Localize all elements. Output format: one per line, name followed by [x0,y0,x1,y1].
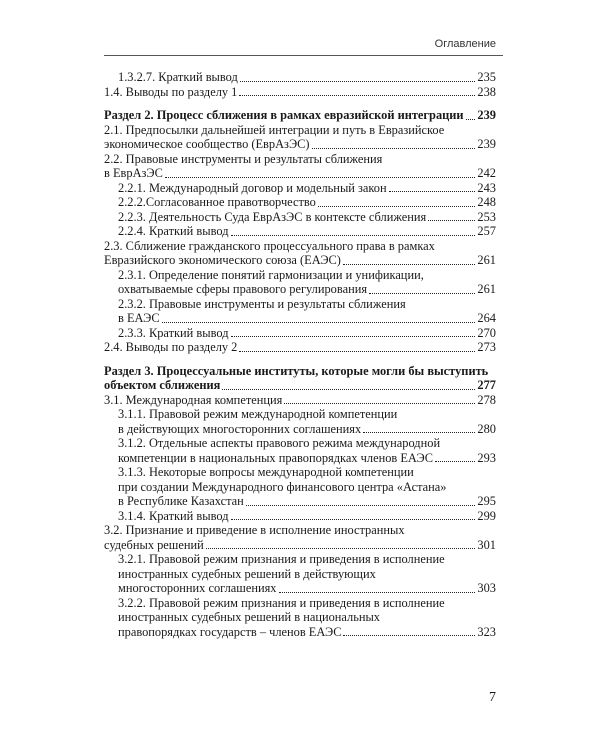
toc-entry-text: правопорядках государств – членов ЕАЭС [118,624,342,639]
toc-entry[interactable] [104,85,496,100]
running-header-title: Оглавление [434,38,496,50]
dot-leader [206,548,476,549]
toc-entry-text: 3.1.4. Краткий вывод [118,508,229,523]
toc-entry[interactable] [104,152,496,181]
toc-page-number: 242 [477,166,496,180]
toc-entry-text: охватываемые сферы правового регулирования [118,282,368,296]
toc-entry-text: в Республике Казахстан [118,494,244,508]
toc-page-number: 278 [477,392,496,407]
toc-entry-text: 3.2.2. Правовой режим признания и приведения в исполнение [118,595,445,610]
toc-entry-text: в ЕврАзЭС [104,166,163,180]
toc-page-number: 273 [477,340,496,354]
toc-entry[interactable] [104,509,496,524]
dot-leader [318,206,476,207]
toc-page-number: 293 [477,450,496,465]
toc-entry-text: экономическое сообщество (ЕврАзЭС) [104,137,310,151]
toc-entry-text: Раздел 3. Процессуальные институты, которые могли бы выступить [104,363,489,378]
toc-page-number: 301 [477,537,496,552]
toc-page-number: 299 [477,508,496,523]
toc-entry-text: 3.2. Признание и приведение в исполнение иностранных [104,523,405,537]
toc-entry-text: объектом сближения [104,378,221,392]
toc-entry[interactable] [104,195,496,210]
toc-entry-text: 2.2. Правовые инструменты и результаты сближения [104,151,383,166]
toc-entry-text: судебных решений [104,537,204,552]
dot-leader [343,264,475,265]
toc-entry[interactable] [104,326,496,341]
toc-entry-text: 3.1.2. Отдельные аспекты правового режима международной [118,436,441,450]
dot-leader [222,389,475,390]
dot-leader [239,95,475,96]
dot-leader [231,235,476,236]
dot-leader [284,403,475,404]
toc-entry[interactable] [104,70,496,85]
toc-entry-text: 2.3.3. Краткий вывод [118,325,229,340]
toc-entry-text: Евразийского экономического союза (ЕАЭС) [104,253,341,267]
toc-entry-text: 2.3.1. Определение понятий гармонизации и унификации, [118,267,424,282]
dot-leader [239,351,475,352]
toc-entry[interactable] [104,436,496,465]
toc-entry[interactable] [104,465,496,509]
dot-leader [369,293,475,294]
dot-leader [246,505,476,506]
toc-entry[interactable] [104,407,496,436]
toc-page-number: 243 [477,180,496,195]
toc-entry-text: 2.2.4. Краткий вывод [118,224,229,238]
toc-entry-text: в ЕАЭС [118,311,160,325]
toc-entry-text: 2.2.1. Международный договор и модельный закон [118,180,387,195]
dot-leader [279,592,476,593]
toc-entry-text: 1.4. Выводы по разделу 1 [104,84,238,99]
toc-entry[interactable] [104,523,496,552]
toc-entry-text: компетенции в национальных правопорядках членов ЕАЭС [118,450,433,465]
toc-entry-text: при создании Международного финансового центра «Астана» [118,479,447,494]
dot-leader [363,432,475,433]
toc-page-number: 239 [477,108,496,122]
toc-entry[interactable] [104,552,496,596]
toc-entry[interactable] [104,210,496,225]
toc-page-number: 277 [477,378,496,392]
dot-leader [231,336,476,337]
dot-leader [466,119,476,120]
toc-entry[interactable] [104,239,496,268]
toc-entry-text: 2.2.2.Согласованное правотворчество [118,195,316,209]
dot-leader [162,322,476,323]
dot-leader [389,191,476,192]
toc-entry[interactable] [104,297,496,326]
toc-entry-text: 3.1. Международная компетенция [104,392,283,407]
toc-entry[interactable] [104,224,496,239]
dot-leader [435,461,475,462]
toc-page-number: 303 [477,581,496,595]
toc-page-number: 235 [477,70,496,84]
toc-page-number: 253 [477,209,496,224]
toc-entry-text: 3.2.1. Правовой режим признания и приведения в исполнение [118,552,445,566]
dot-leader [343,635,475,636]
toc-entry[interactable] [104,181,496,196]
toc-entry-text: в действующих многосторонних соглашениях [118,421,362,436]
toc-entry[interactable] [104,596,496,640]
toc-page-number: 248 [477,195,496,209]
toc-entry-text: 2.2.3. Деятельность Суда ЕврАзЭС в контексте сближения [118,209,427,224]
toc-section-heading[interactable] [104,108,496,123]
toc-entry[interactable] [104,123,496,152]
toc-entry-text: 3.1.1. Правовой режим международной компетенции [118,407,398,421]
toc-entry-text: Раздел 2. Процесс сближения в рамках евразийской интеграции [104,108,464,122]
toc-entry-text: 2.3. Сближение гражданского процессуального права в рамках [104,238,435,253]
toc-entry[interactable] [104,393,496,408]
toc-page-number: 264 [477,311,496,325]
toc-page-number: 270 [477,325,496,340]
dot-leader [312,148,476,149]
dot-leader [231,519,476,520]
toc-entry[interactable] [104,268,496,297]
toc-entry-text: многосторонних соглашениях [118,581,277,595]
toc-entry-text: 2.1. Предпосылки дальнейшей интеграции и путь в Евразийское [104,122,445,137]
toc-page-number: 257 [477,224,496,238]
toc-entry[interactable] [104,340,496,355]
toc-page-number: 238 [477,84,496,99]
dot-leader [165,177,476,178]
toc-entry-text: иностранных судебных решений в действующих [118,566,376,581]
table-of-contents [104,70,496,639]
toc-section-heading[interactable] [104,364,496,393]
dot-leader [240,81,476,82]
toc-page-number: 280 [477,421,496,436]
toc-page-number: 261 [477,253,496,267]
header-divider [104,55,503,56]
toc-page-number: 239 [477,137,496,151]
toc-entry-text: 1.3.2.7. Краткий вывод [118,70,238,84]
toc-entry-text: 2.4. Выводы по разделу 2 [104,340,238,354]
toc-page-number: 295 [477,494,496,508]
page-number: 7 [489,690,496,705]
toc-page-number: 323 [477,624,496,639]
toc-entry-text: 3.1.3. Некоторые вопросы международной компетенции [118,465,414,479]
toc-page-number: 261 [477,282,496,296]
dot-leader [428,220,475,221]
toc-entry-text: иностранных судебных решений в национальных [118,610,380,624]
toc-entry-text: 2.3.2. Правовые инструменты и результаты сближения [118,296,406,311]
